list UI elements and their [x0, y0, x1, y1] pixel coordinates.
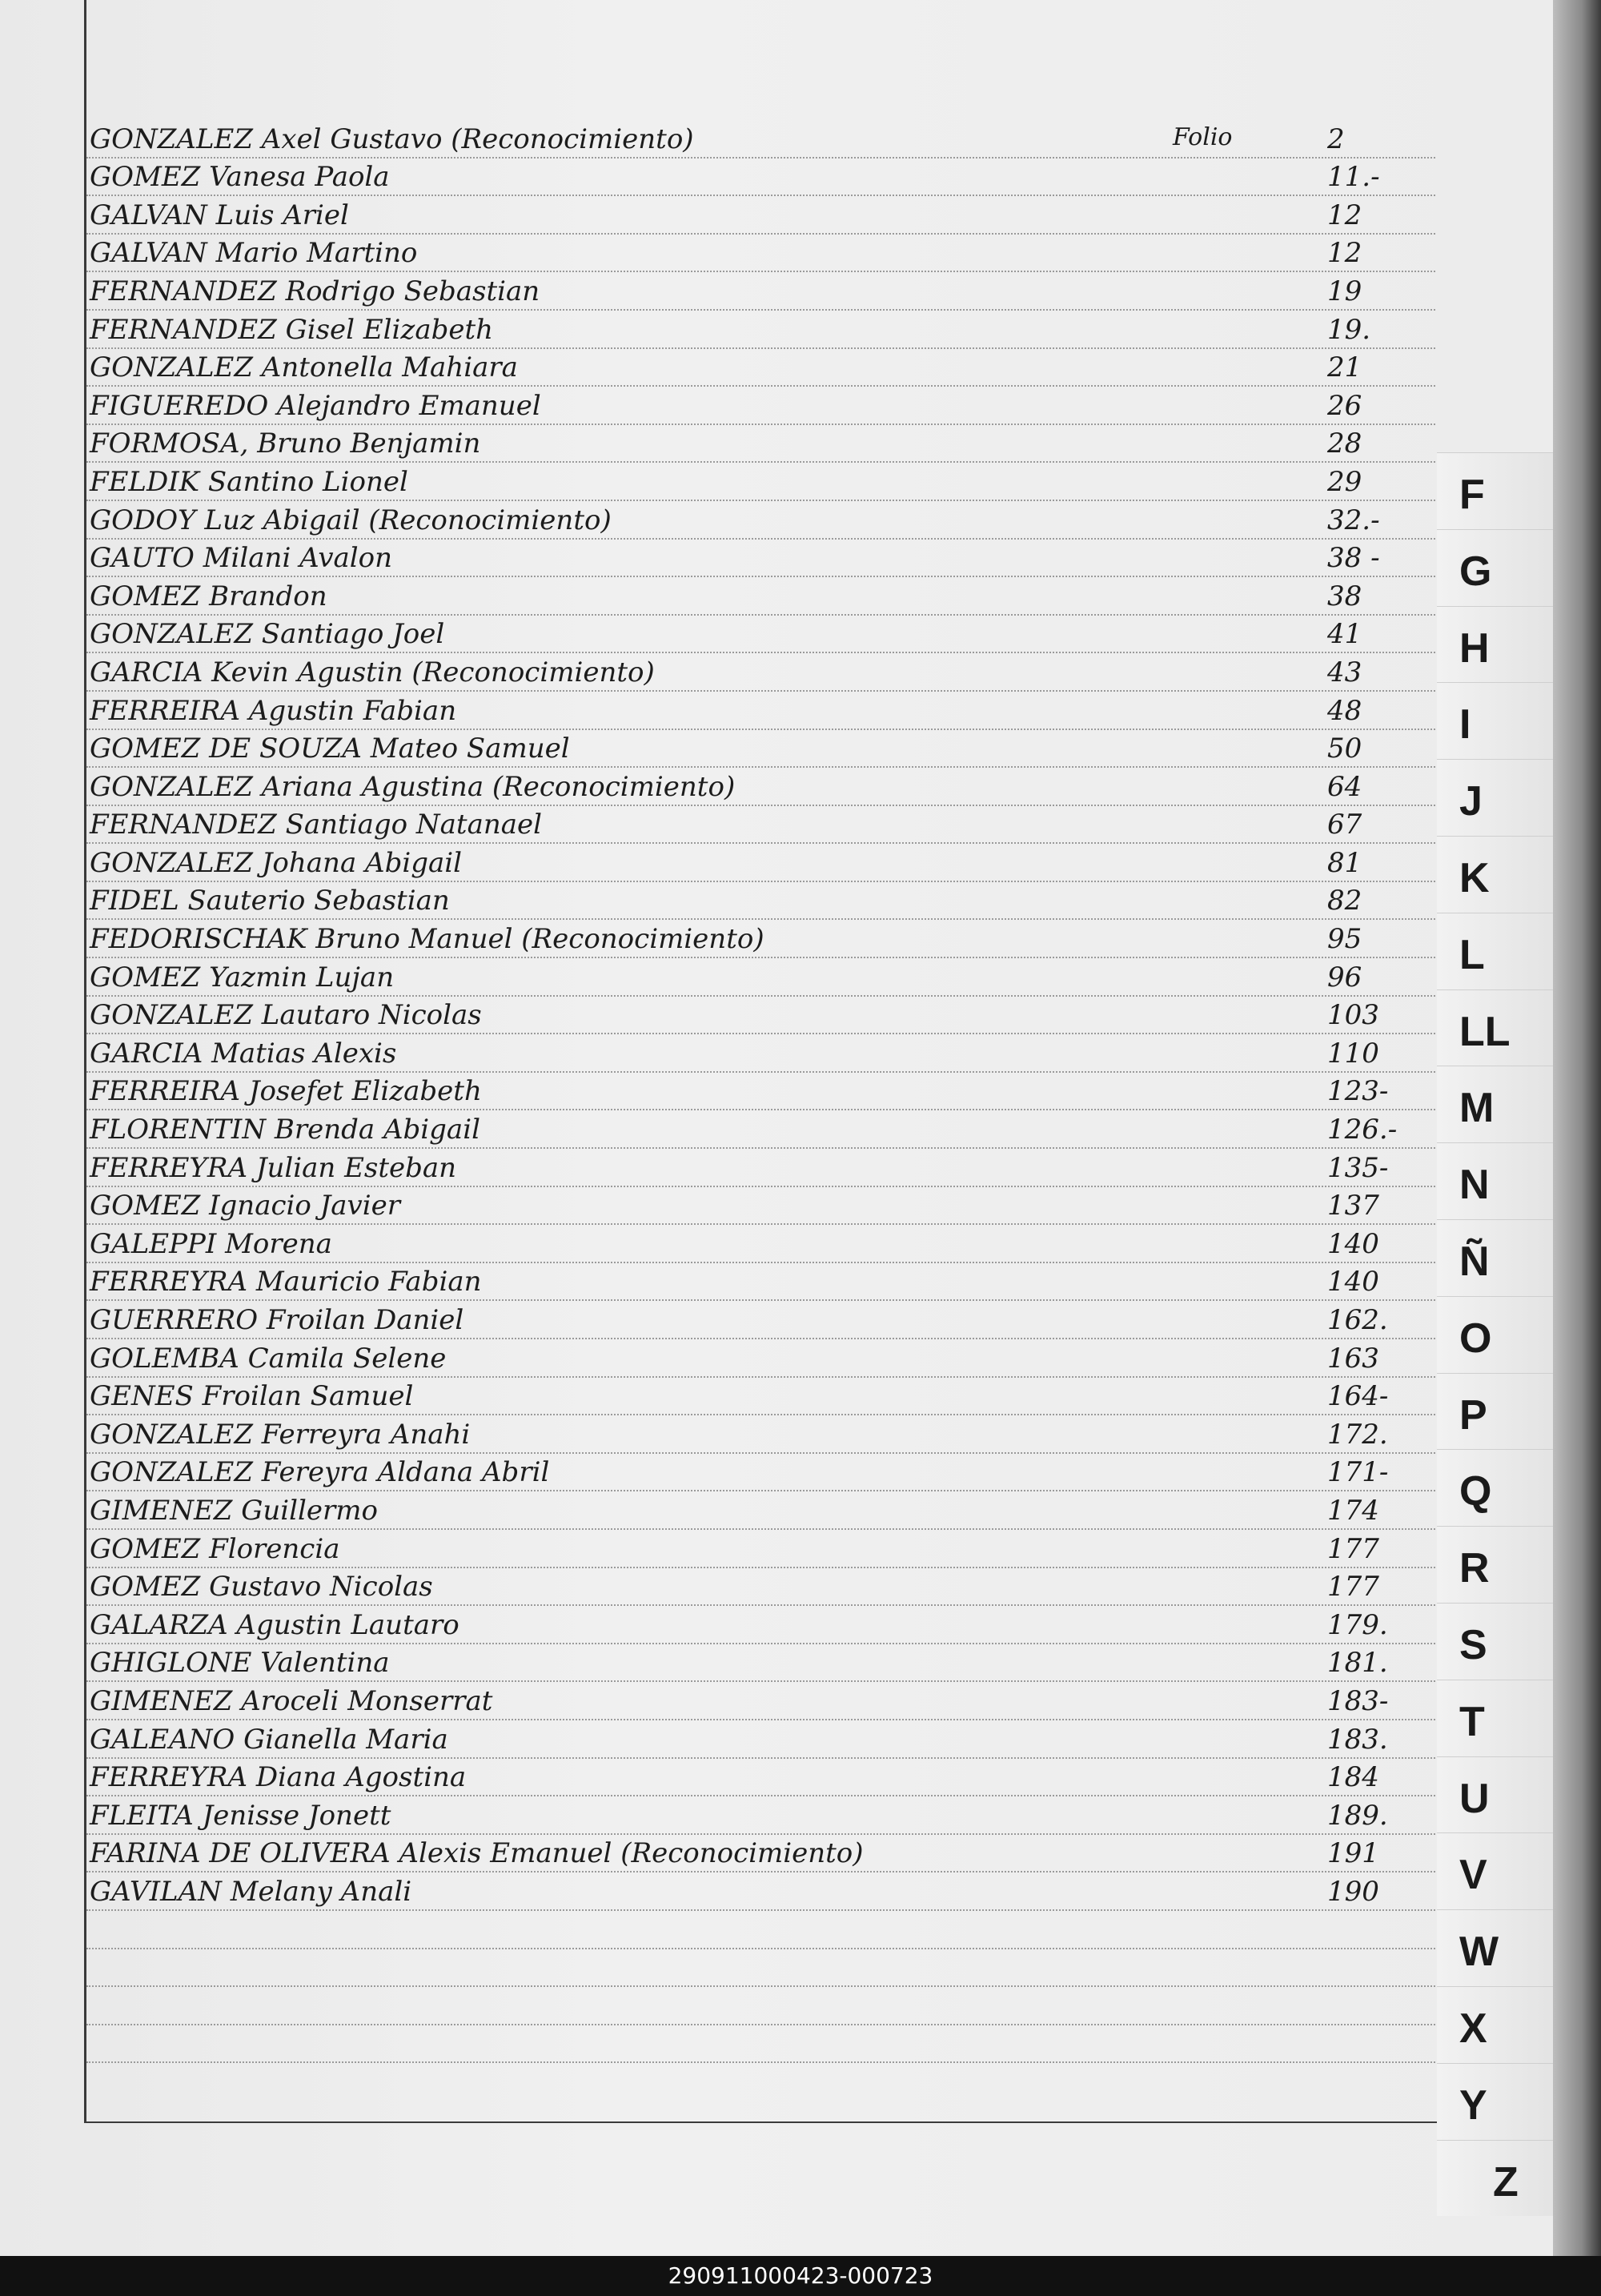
- index-tab[interactable]: [1437, 989, 1553, 1066]
- entry-name: FELDIK Santino Lionel: [90, 465, 408, 498]
- ledger-row: [86, 501, 1435, 540]
- entry-name: GAUTO Milani Avalon: [90, 542, 393, 575]
- entry-name: FERREIRA Agustin Fabian: [90, 694, 457, 727]
- index-tab-letter: L: [1459, 931, 1485, 978]
- index-tab[interactable]: [1437, 2140, 1553, 2217]
- ledger-row: [86, 882, 1435, 921]
- entry-name: FERNANDEZ Santiago Natanael: [90, 809, 543, 841]
- entry-name: GOMEZ Gustavo Nicolas: [90, 1571, 433, 1604]
- entry-folio: 137: [1327, 1190, 1379, 1222]
- entry-folio: 12: [1327, 199, 1362, 231]
- index-tab[interactable]: [1437, 2063, 1553, 2140]
- index-tab-letter: Q: [1459, 1468, 1492, 1515]
- entry-folio: 103: [1327, 999, 1379, 1032]
- index-tab[interactable]: [1437, 1603, 1553, 1680]
- index-tab-letter: Ñ: [1459, 1238, 1490, 1285]
- index-tab-letter: V: [1459, 1852, 1487, 1899]
- ledger-row: [86, 1835, 1435, 1873]
- ledger-row: [86, 272, 1435, 311]
- entry-folio: 177: [1327, 1532, 1379, 1565]
- entry-folio: 163: [1327, 1342, 1379, 1375]
- index-tab[interactable]: [1437, 682, 1553, 759]
- entry-name: GARCIA Kevin Agustin (Reconocimiento): [90, 656, 655, 688]
- entry-name: GOMEZ DE SOUZA Mateo Samuel: [90, 733, 570, 765]
- entry-name: GONZALEZ Axel Gustavo (Reconocimiento): [90, 122, 694, 155]
- entry-name: FERNANDEZ Gisel Elizabeth: [90, 313, 494, 346]
- entry-folio: 64: [1327, 770, 1362, 803]
- entry-folio: 174: [1327, 1494, 1379, 1527]
- entry-name: GONZALEZ Antonella Mahiara: [90, 351, 518, 384]
- index-tab[interactable]: [1437, 529, 1553, 606]
- entry-folio: 28: [1327, 427, 1362, 460]
- ledger-row: [86, 120, 1435, 159]
- entry-name: FERREIRA Josefet Elizabeth: [90, 1075, 482, 1108]
- ledger-row: [86, 1530, 1435, 1568]
- entry-folio: 164-: [1327, 1380, 1389, 1413]
- entry-name: GOMEZ Brandon: [90, 580, 327, 612]
- entry-name: GALEPPI Morena: [90, 1227, 332, 1260]
- ledger-row: [86, 425, 1435, 464]
- entry-folio: 43: [1327, 656, 1362, 688]
- ledger-row: [86, 1682, 1435, 1720]
- entry-name: GOLEMBA Camila Selene: [90, 1342, 447, 1375]
- entry-name: GIMENEZ Aroceli Monserrat: [90, 1684, 493, 1717]
- entry-folio: 29: [1327, 465, 1362, 498]
- ledger-row: [86, 1720, 1435, 1759]
- ledger-row: [86, 1568, 1435, 1607]
- entry-folio: 95: [1327, 923, 1362, 956]
- ledger-row: [86, 1225, 1435, 1263]
- index-tab[interactable]: [1437, 759, 1553, 836]
- entry-folio: 191: [1327, 1837, 1379, 1870]
- index-tab-letter: Z: [1493, 2158, 1519, 2206]
- entry-list: [86, 120, 1435, 2063]
- entry-folio: 38 -: [1327, 542, 1380, 575]
- entry-name: FLORENTIN Brenda Abigail: [90, 1114, 480, 1146]
- index-tab-letter: W: [1459, 1929, 1499, 1976]
- entry-folio: 26: [1327, 389, 1362, 422]
- entry-folio: 110: [1327, 1037, 1379, 1070]
- index-tabs: [1437, 452, 1553, 2216]
- entry-folio: 181.: [1327, 1647, 1388, 1680]
- entry-folio: 162.: [1327, 1304, 1388, 1336]
- index-tab[interactable]: [1437, 606, 1553, 683]
- entry-name: GOMEZ Vanesa Paola: [90, 161, 390, 194]
- index-tab[interactable]: [1437, 836, 1553, 913]
- ledger-row: [86, 1454, 1435, 1492]
- entry-folio: 189.: [1327, 1799, 1388, 1832]
- entry-name: FERREYRA Diana Agostina: [90, 1761, 467, 1794]
- index-tab-letter: O: [1459, 1315, 1492, 1362]
- ledger-row: [86, 997, 1435, 1035]
- entry-name: FEDORISCHAK Bruno Manuel (Reconocimiento): [90, 923, 764, 956]
- index-tab-letter: Y: [1459, 2081, 1487, 2129]
- entry-name: FERREYRA Mauricio Fabian: [90, 1266, 482, 1299]
- entry-folio: 135-: [1327, 1151, 1389, 1184]
- ledger-row: [86, 692, 1435, 730]
- index-tab[interactable]: [1437, 1832, 1553, 1909]
- entry-name: GONZALEZ Ferreyra Anahi: [90, 1418, 471, 1451]
- index-tab[interactable]: [1437, 1373, 1553, 1450]
- index-tab-letter: I: [1459, 701, 1471, 749]
- ledger-row: [86, 577, 1435, 616]
- ledger-row: [86, 311, 1435, 349]
- entry-folio: 190: [1327, 1875, 1379, 1908]
- index-tab-letter: F: [1459, 472, 1485, 518]
- entry-folio: 11.-: [1327, 161, 1380, 194]
- ledger-row: [86, 463, 1435, 501]
- index-tab-letter: M: [1459, 1085, 1495, 1132]
- index-tab-letter: N: [1459, 1162, 1490, 1209]
- entry-name: GODOY Luz Abigail (Reconocimiento): [90, 504, 612, 536]
- ledger-row: [86, 1606, 1435, 1644]
- index-tab-letter: P: [1459, 1391, 1487, 1439]
- entry-name: GOMEZ Yazmin Lujan: [90, 961, 395, 993]
- entry-folio: 19.: [1327, 313, 1371, 346]
- ledger-row: [86, 1949, 1435, 1988]
- entry-name: GIMENEZ Guillermo: [90, 1494, 378, 1527]
- entry-name: GONZALEZ Ariana Agustina (Reconocimiento): [90, 770, 736, 803]
- entry-name: GENES Froilan Samuel: [90, 1380, 414, 1413]
- entry-name: FIDEL Sauterio Sebastian: [90, 885, 450, 917]
- index-tab[interactable]: [1437, 1909, 1553, 1986]
- index-tab[interactable]: [1437, 913, 1553, 989]
- ledger-row: [86, 1873, 1435, 1911]
- index-tab-letter: R: [1459, 1545, 1490, 1592]
- index-tab-letter: U: [1459, 1775, 1490, 1822]
- entry-folio: 140: [1327, 1227, 1379, 1260]
- entry-name: GALARZA Agustin Lautaro: [90, 1608, 459, 1641]
- index-tab[interactable]: [1437, 1526, 1553, 1603]
- ledger-row: [86, 159, 1435, 197]
- entry-folio: 126.-: [1327, 1114, 1398, 1146]
- entry-name: FLEITA Jenisse Jonett: [90, 1799, 391, 1832]
- ledger-row: [86, 1911, 1435, 1949]
- ledger-row: [86, 1073, 1435, 1111]
- ledger-row: [86, 1987, 1435, 2025]
- entry-folio: 81: [1327, 846, 1362, 879]
- index-tab-letter: G: [1459, 548, 1492, 595]
- ledger-row: [86, 349, 1435, 387]
- entry-folio: 123-: [1327, 1075, 1389, 1108]
- ledger-row: [86, 1491, 1435, 1530]
- entry-name: FERREYRA Julian Esteban: [90, 1151, 457, 1184]
- index-tab-letter: J: [1459, 778, 1483, 825]
- entry-folio: 171-: [1327, 1456, 1389, 1489]
- entry-name: GARCIA Matias Alexis: [90, 1037, 397, 1070]
- entry-folio: 32.-: [1327, 504, 1380, 536]
- entry-folio: 179.: [1327, 1608, 1388, 1641]
- entry-folio: 48: [1327, 694, 1362, 727]
- ledger-row: [86, 387, 1435, 425]
- entry-folio: 41: [1327, 618, 1362, 651]
- entry-name: GONZALEZ Santiago Joel: [90, 618, 445, 651]
- ledger-row: [86, 2025, 1435, 2064]
- image-caption: 290911000423-000723: [0, 2256, 1601, 2296]
- ledger-row: [86, 235, 1435, 273]
- ledger-row: [86, 653, 1435, 692]
- ledger-row: [86, 196, 1435, 235]
- entry-folio: 177: [1327, 1571, 1379, 1604]
- entry-folio: 172.: [1327, 1418, 1388, 1451]
- ledger-row: [86, 1339, 1435, 1378]
- ledger-row: [86, 1263, 1435, 1302]
- ledger-row: [86, 1759, 1435, 1797]
- entry-name: GONZALEZ Johana Abigail: [90, 846, 463, 879]
- entry-name: GOMEZ Florencia: [90, 1532, 340, 1565]
- ledger-row: [86, 1378, 1435, 1416]
- ledger-row: [86, 1149, 1435, 1187]
- ledger-row: [86, 1415, 1435, 1454]
- index-tab-letter: LL: [1459, 1008, 1511, 1055]
- entry-name: GAVILAN Melany Anali: [90, 1875, 412, 1908]
- entry-name: GALVAN Mario Martino: [90, 237, 418, 270]
- book-edge: [1553, 0, 1601, 2256]
- entry-name: GUERRERO Froilan Daniel: [90, 1304, 464, 1336]
- ledger-row: [86, 1187, 1435, 1226]
- ledger-row: [86, 1301, 1435, 1339]
- index-tab[interactable]: [1437, 1219, 1553, 1296]
- folio-label: Folio: [1173, 123, 1233, 151]
- ledger-row: [86, 1110, 1435, 1149]
- ledger-row: [86, 540, 1435, 578]
- ledger-row: [86, 844, 1435, 882]
- index-tab[interactable]: [1437, 1756, 1553, 1833]
- entry-folio: 50: [1327, 733, 1362, 765]
- entry-name: GONZALEZ Lautaro Nicolas: [90, 999, 482, 1032]
- entry-folio: 184: [1327, 1761, 1379, 1794]
- entry-folio: 183-: [1327, 1684, 1389, 1717]
- entry-name: GHIGLONE Valentina: [90, 1647, 390, 1680]
- index-tab[interactable]: [1437, 1449, 1553, 1526]
- entry-folio: 67: [1327, 809, 1362, 841]
- entry-folio: 82: [1327, 885, 1362, 917]
- ledger-row: [86, 1796, 1435, 1835]
- entry-folio: 2: [1327, 122, 1345, 155]
- entry-name: GALEANO Gianella Maria: [90, 1723, 448, 1756]
- ledger-row: [86, 730, 1435, 769]
- entry-folio: 21: [1327, 351, 1362, 384]
- ledger-row: [86, 958, 1435, 997]
- index-tab[interactable]: [1437, 1142, 1553, 1219]
- ledger-row: [86, 768, 1435, 806]
- entry-folio: 38: [1327, 580, 1362, 612]
- index-tab[interactable]: [1437, 452, 1553, 529]
- ledger-row: [86, 616, 1435, 654]
- index-tab[interactable]: [1437, 1066, 1553, 1142]
- entry-name: FERNANDEZ Rodrigo Sebastian: [90, 275, 540, 307]
- entry-name: FIGUEREDO Alejandro Emanuel: [90, 389, 541, 422]
- entry-name: GONZALEZ Fereyra Aldana Abril: [90, 1456, 550, 1489]
- index-tab-letter: X: [1459, 2005, 1487, 2052]
- index-tab-letter: H: [1459, 624, 1490, 672]
- entry-name: FARINA DE OLIVERA Alexis Emanuel (Reconocimiento): [90, 1837, 864, 1870]
- index-tab[interactable]: [1437, 1986, 1553, 2063]
- entry-folio: 12: [1327, 237, 1362, 270]
- entry-folio: 140: [1327, 1266, 1379, 1299]
- ledger-row: [86, 806, 1435, 845]
- entry-name: FORMOSA, Bruno Benjamin: [90, 427, 481, 460]
- entry-folio: 19: [1327, 275, 1362, 307]
- index-tab-letter: K: [1459, 854, 1490, 901]
- entry-folio: 183.: [1327, 1723, 1388, 1756]
- index-tab[interactable]: [1437, 1680, 1553, 1756]
- index-tab-letter: T: [1459, 1698, 1485, 1745]
- ledger-row: [86, 1034, 1435, 1073]
- entry-name: GOMEZ Ignacio Javier: [90, 1190, 401, 1222]
- index-tab-letter: S: [1459, 1621, 1487, 1668]
- entry-folio: 96: [1327, 961, 1362, 993]
- ledger-row: [86, 1644, 1435, 1683]
- index-tab[interactable]: [1437, 1296, 1553, 1373]
- ledger-row: [86, 920, 1435, 958]
- entry-name: GALVAN Luis Ariel: [90, 199, 349, 231]
- bottom-rule: [84, 2121, 1437, 2123]
